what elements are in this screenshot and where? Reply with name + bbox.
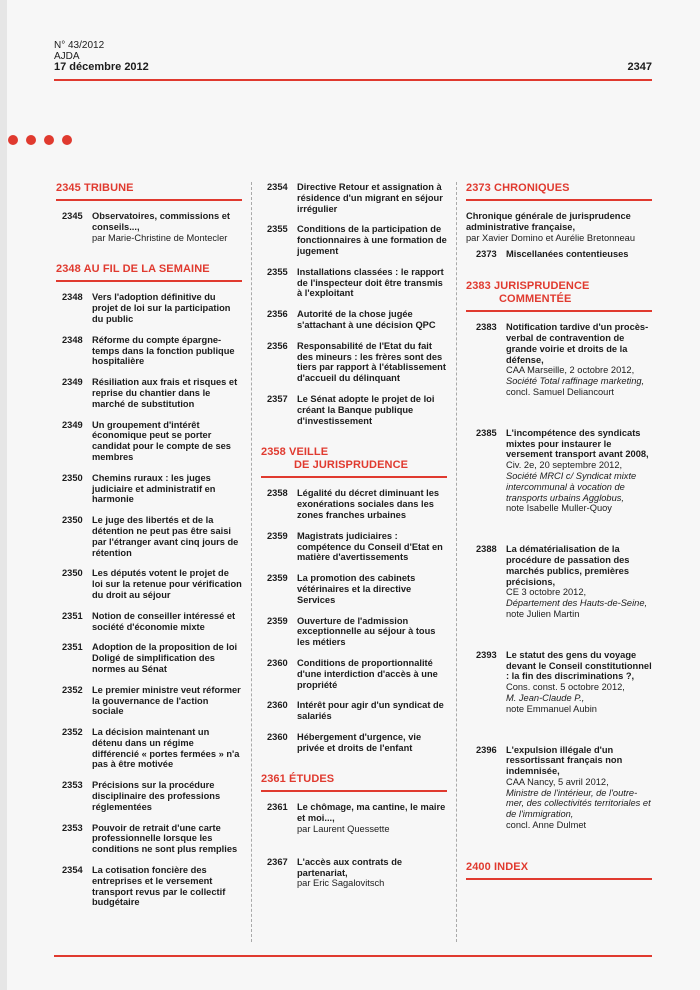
entry-title: Installations classées : le rapport de l'inspecteur doit être transmis à l'exploitant — [297, 266, 444, 299]
issue-number: N° 43/2012 — [54, 40, 105, 51]
toc-entry[interactable] — [56, 420, 242, 463]
toc-entry[interactable] — [56, 292, 242, 324]
entry-page-number: 2385 — [476, 427, 497, 438]
entry-page-number: 2353 — [62, 780, 83, 791]
entry-page-number: 2351 — [62, 610, 83, 621]
entry-page-number: 2383 — [476, 322, 497, 333]
toc-entry[interactable] — [261, 700, 447, 722]
entry-title: Autorité de la chose jugée s'attachant à une décision QPC — [297, 309, 436, 330]
entry-page-number: 2360 — [267, 700, 288, 711]
entry-page-number: 2393 — [476, 649, 497, 660]
entry-page-number: 2353 — [62, 822, 83, 833]
toc-entry[interactable] — [261, 616, 447, 648]
header-rule — [54, 79, 652, 81]
entry-title: Le chômage, ma cantine, le maire et moi..., — [297, 802, 446, 824]
entry-page-number: 2355 — [267, 224, 288, 235]
entry-author: par Laurent Quessette — [297, 824, 390, 835]
column-3 — [466, 182, 652, 890]
entry-title: Notification tardive d'un procès-verbal de contravention de grande voirie et droits de la défense, — [506, 322, 649, 365]
entry-page-number: 2358 — [267, 488, 288, 499]
toc-entry[interactable] — [261, 224, 447, 256]
section-title-commentee[interactable]: 2383 JURISPRUDENCE COMMENTÉE — [466, 280, 652, 312]
entry-title: Un groupement d'intérêt économique peut se porter candidat pour le compte de ses membres — [92, 419, 231, 462]
toc-entry[interactable] — [261, 573, 447, 605]
entry-title: Les députés votent le projet de loi sur la retenue pour vérification du droit au séjour — [92, 568, 242, 600]
entry-reference: Civ. 2e, 20 septembre 2012, — [506, 460, 623, 471]
toc-entry[interactable] — [261, 802, 447, 834]
toc-entry[interactable] — [261, 267, 447, 299]
column-divider — [456, 182, 457, 942]
entry-page-number: 2388 — [476, 544, 497, 555]
entry-title: Responsabilité de l'Etat du fait des mineurs : les frères sont des tiers par rapport à l'établissement d'accueil du délinquant — [297, 340, 446, 384]
entry-note: note Emmanuel Aubin — [506, 703, 597, 714]
entry-page-number: 2396 — [476, 744, 497, 755]
toc-entry[interactable] — [56, 335, 242, 367]
section-title-tribune[interactable]: 2345 TRIBUNE — [56, 182, 242, 201]
toc-entry[interactable] — [261, 341, 447, 384]
section-title-semaine[interactable]: 2348 AU FIL DE LA SEMAINE — [56, 263, 242, 282]
entry-title: Le juge des libertés et de la détention ne peut pas être saisi par l'étranger avant cinq jours de rétention — [92, 515, 239, 558]
entry-note: concl. Samuel Deliancourt — [506, 386, 614, 397]
entry-party: M. Jean-Claude P., — [506, 692, 585, 703]
toc-entry[interactable] — [261, 658, 447, 690]
toc-entry[interactable] — [261, 488, 447, 520]
toc-entry[interactable] — [261, 732, 447, 754]
entry-page-number: 2348 — [62, 334, 83, 345]
entry-note: note Isabelle Muller-Quoy — [506, 503, 612, 514]
entry-reference: CAA Nancy, 5 avril 2012, — [506, 776, 609, 787]
toc-entry[interactable] — [261, 531, 447, 563]
entry-page-number: 2359 — [267, 615, 288, 626]
entry-page-number: 2350 — [62, 472, 83, 483]
entry-title: Vers l'adoption définitive du projet de loi sur la participation du public — [92, 292, 231, 324]
toc-entry[interactable] — [466, 428, 652, 514]
entry-page-number: 2349 — [62, 419, 83, 430]
entry-title: Directive Retour et assignation à résidence d'un migrant en séjour irrégulier — [297, 182, 443, 214]
entry-page-number: 2360 — [267, 657, 288, 668]
toc-entry[interactable] — [261, 182, 447, 214]
toc-entry[interactable] — [466, 544, 652, 620]
entry-title: Conditions de proportionnalité d'une interdiction d'accès à une propriété — [297, 657, 438, 690]
page-number: 2347 — [627, 61, 652, 73]
toc-entry[interactable] — [56, 780, 242, 812]
journal-name: AJDA — [54, 51, 80, 62]
toc-entry[interactable] — [466, 745, 652, 831]
toc-entry[interactable] — [56, 865, 242, 908]
entry-title: La dématérialisation de la procédure de passation des marchés publics, premières précisions, — [506, 544, 630, 587]
entry-party: Département des Hauts-de-Seine, — [506, 598, 648, 609]
entry-title: La décision maintenant un détenu dans un régime différencié « portes fermées » n'a pas à être motivée — [92, 727, 240, 770]
dot-icon — [44, 135, 54, 145]
dot-icon — [8, 135, 18, 145]
entry-page-number: 2367 — [267, 856, 288, 867]
entry-page-number: 2357 — [267, 393, 288, 404]
toc-entry[interactable] — [261, 394, 447, 426]
entry-title: Le Sénat adopte le projet de loi créant la Banque publique d'investissement — [297, 393, 435, 426]
entry-party: Société Total raffinage marketing, — [506, 376, 645, 387]
toc-entry[interactable] — [56, 611, 242, 633]
entry-title: Notion de conseiller intéressé et société d'économie mixte — [92, 610, 236, 632]
decorative-dots — [8, 135, 72, 145]
entry-reference: CAA Marseille, 2 octobre 2012, — [506, 365, 635, 376]
entry-page-number: 2351 — [62, 642, 83, 653]
entry-page-number: 2354 — [62, 865, 83, 876]
entry-title: L'accès aux contrats de partenariat, — [297, 856, 403, 878]
entry-party: Ministre de l'intérieur, de l'outre-mer, des collectivités territoriales et de l'immigration, — [506, 787, 651, 820]
entry-page-number: 2356 — [267, 340, 288, 351]
dot-icon — [26, 135, 36, 145]
entry-page-number: 2359 — [267, 573, 288, 584]
toc-entry[interactable]: 2345 Observatoires, commissions et conseils..., par Marie-Christine de Montecler — [62, 211, 230, 243]
column-2 — [261, 182, 447, 911]
toc-entry[interactable] — [466, 322, 652, 398]
entry-title: Légalité du décret diminuant les exonérations sociales dans les zones franches urbaines — [297, 488, 440, 520]
chronique-lead[interactable]: Chronique générale de jurisprudence administrative française, par Xavier Domino et Aurélie Bretonneau — [466, 211, 635, 243]
entry-page-number: 2360 — [267, 731, 288, 742]
toc-entry[interactable] — [56, 823, 242, 855]
entry-author: par Eric Sagalovitsch — [297, 878, 385, 889]
entry-title: La promotion des cabinets vétérinaires et la directive Services — [297, 573, 416, 605]
column-divider — [251, 182, 252, 942]
entry-title: Intérêt pour agir d'un syndicat de salariés — [297, 700, 444, 722]
page-header — [54, 40, 652, 73]
section-title-chroniques[interactable]: 2373 CHRONIQUES — [466, 182, 652, 201]
entry-title: Magistrats judiciaires : compétence du Conseil d'Etat en matière d'avertissements — [297, 530, 443, 563]
entry-title: Conditions de la participation de fonctionnaires à une formation de jugement — [297, 224, 447, 256]
entry-page-number: 2352 — [62, 684, 83, 695]
toc-entry[interactable] — [56, 377, 242, 409]
toc-entry[interactable] — [261, 309, 447, 331]
section-title-index[interactable]: 2400 INDEX — [466, 861, 652, 880]
entry-title: Le statut des gens du voyage devant le Conseil constitutionnel : la fin des discriminations ?, — [506, 649, 652, 682]
toc-entry[interactable]: 2373 Miscellanées contentieuses — [476, 249, 629, 260]
entry-party: Société MRCI c/ Syndicat mixte intercommunal à vocation de transports urbains Agglobus, — [506, 470, 637, 503]
toc-entry[interactable] — [56, 473, 242, 505]
entry-title: L'expulsion illégale d'un ressortissant français non indemnisée, — [506, 744, 623, 777]
toc-entry[interactable] — [56, 727, 242, 770]
issue-date: 17 décembre 2012 — [54, 61, 149, 73]
dot-icon — [62, 135, 72, 145]
left-margin-strip — [0, 0, 7, 990]
entry-reference: Cons. const. 5 octobre 2012, — [506, 682, 625, 693]
entry-page-number: 2349 — [62, 377, 83, 388]
section-title-veille[interactable]: 2358 VEILLE DE JURISPRUDENCE — [261, 446, 447, 478]
entry-title: Chemins ruraux : les juges judiciaire et administratif en harmonie — [92, 472, 216, 505]
entry-note: concl. Anne Dulmet — [506, 820, 587, 831]
entry-title: Ouverture de l'admission exceptionnelle au séjour à tous les métiers — [297, 615, 436, 648]
entry-title: Résiliation aux frais et risques et reprise du chantier dans le marché de substitution — [92, 377, 238, 409]
section-title-etudes[interactable]: 2361 ÉTUDES — [261, 773, 447, 792]
entry-title: Précisions sur la procédure disciplinaire des professions réglementées — [92, 780, 221, 812]
column-1 — [56, 182, 242, 918]
entry-page-number: 2348 — [62, 292, 83, 303]
entry-title: Le premier ministre veut réformer la gouvernance de l'action sociale — [92, 684, 241, 717]
entry-title: Pouvoir de retrait d'une carte professionnelle lorsque les conditions ne sont plus remplies — [92, 822, 238, 855]
entry-title: La cotisation foncière des entreprises et le versement transport revus par le collectif budgétaire — [92, 865, 226, 908]
entry-title: Adoption de la proposition de loi Doligé de simplification des normes au Sénat — [92, 642, 238, 674]
entry-title: Hébergement d'urgence, vie privée et droits de l'enfant — [297, 731, 422, 753]
entry-page-number: 2352 — [62, 727, 83, 738]
entry-page-number: 2350 — [62, 568, 83, 579]
entry-page-number: 2359 — [267, 530, 288, 541]
toc-entry[interactable] — [56, 568, 242, 600]
toc-entry[interactable] — [56, 515, 242, 558]
entry-reference: CE 3 octobre 2012, — [506, 587, 587, 598]
entry-page-number: 2355 — [267, 266, 288, 277]
entry-note: note Julien Martin — [506, 608, 580, 619]
entry-page-number: 2354 — [267, 182, 288, 192]
toc-entry[interactable] — [56, 642, 242, 674]
entry-title: L'incompétence des syndicats mixtes pour instaurer le versement transport avant 2008, — [506, 427, 649, 460]
toc-entry[interactable] — [261, 857, 447, 889]
toc-entry[interactable] — [466, 650, 652, 715]
toc-entry[interactable] — [56, 685, 242, 717]
entry-page-number: 2361 — [267, 802, 288, 813]
entry-page-number: 2356 — [267, 309, 288, 320]
footer-rule — [54, 955, 652, 957]
entry-page-number: 2350 — [62, 515, 83, 526]
entry-title: Réforme du compte épargne-temps dans la fonction publique hospitalière — [92, 334, 235, 367]
